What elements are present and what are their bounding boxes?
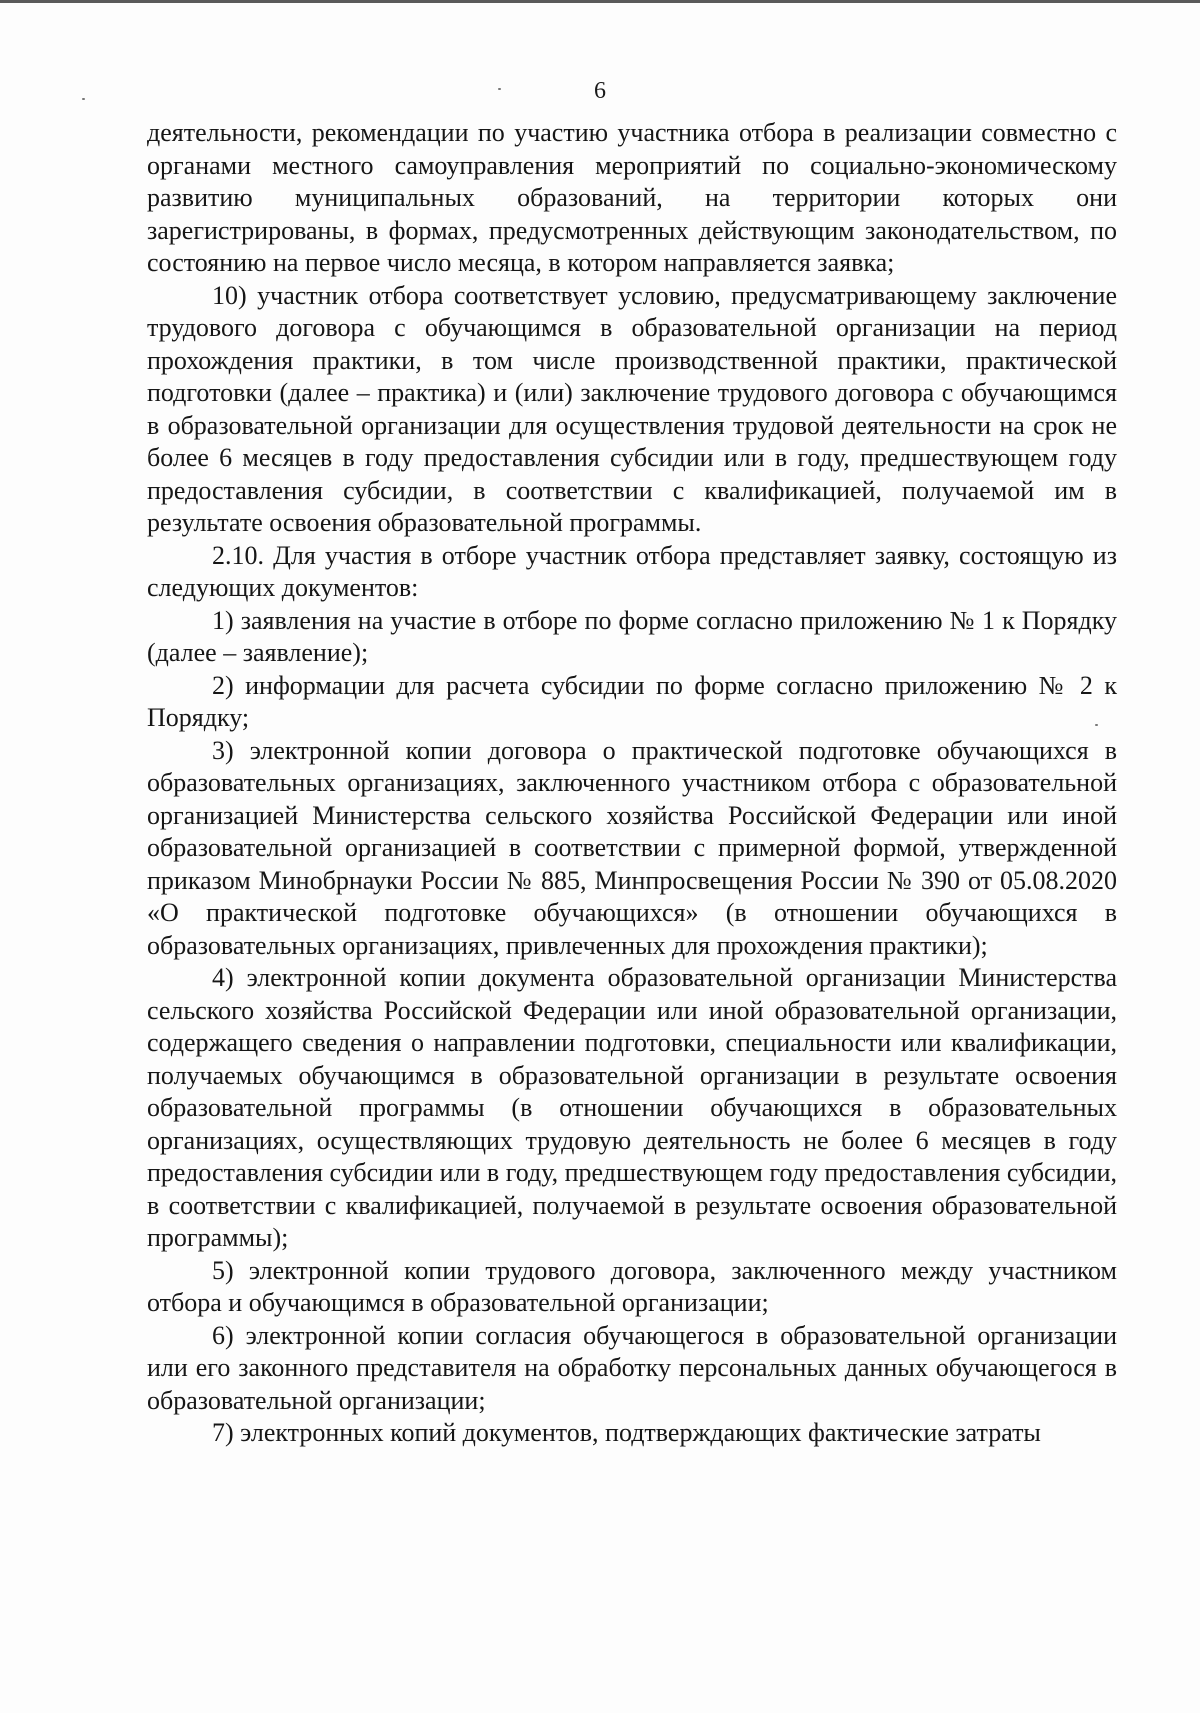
paragraph-doc-6: 6) электронной копии согласия обучающегося в образовательной организации или его законного представителя на обработку персональных данных обучающегося в образовательной организации; <box>147 1320 1117 1415</box>
paragraph-section-2-10: 2.10. Для участия в отборе участник отбора представляет заявку, состоящую из следующих документов: <box>147 540 1117 602</box>
paragraph-doc-2: 2) информации для расчета субсидии по форме согласно приложению № 2 к Порядку; <box>147 670 1117 732</box>
paragraph-item-10: 10) участник отбора соответствует условию, предусматривающему заключение трудового договора с обучающимся в образовательной организации на период прохождения практики, в том числе производственной практики, практической подготовки (далее – практика) и (или) заключение трудового договора с обучающимся в образовательной организации для осуществления трудовой деятельности на срок не более 6 месяцев в году предоставления субсидии или в году, предшествующем году предоставления субсидии, в соответствии с квалификацией, получаемой им в результате освоения образовательной программы. <box>147 280 1117 537</box>
paragraph-doc-3: 3) электронной копии договора о практической подготовке обучающихся в образовательных организациях, заключенного участником отбора с образовательной организацией Министерства сельского хозяйства Российской Федерации или иной образовательной организацией в соответствии с примерной формой, утвержденной приказом Минобрнауки России № 885, Минпросвещения России № 390 от 05.08.2020 «О практической подготовке обучающихся» (в отношении обучающихся в образовательных организациях, привлеченных для прохождения практики); <box>147 735 1117 960</box>
scan-top-edge <box>0 0 1200 3</box>
page-number: 6 <box>594 78 606 104</box>
paragraph-continuation: деятельности, рекомендации по участию участника отбора в реализации совместно с органами местного самоуправления мероприятий по социально-экономическому развитию муниципальных образований, на территории которых они зарегистрированы, в формах, предусмотренных действующим законодательством, по состоянию на первое число месяца, в котором направляется заявка; <box>147 118 1117 277</box>
paragraph-doc-7: 7) электронных копий документов, подтверждающих фактические затраты <box>212 1418 1041 1447</box>
paragraph-doc-4: 4) электронной копии документа образовательной организации Министерства сельского хозяйства Российской Федерации или иной образовательной организации, содержащего сведения о направлении подготовки, специальности или квалификации, получаемых обучающимся в образовательной организации в результате освоения образовательной программы (в отношении обучающихся в образовательных организациях, осуществляющих трудовую деятельность не более 6 месяцев в году предоставления субсидии или в году, предшествующем году предоставления субсидии, в соответствии с квалификацией, получаемой в результате освоения образовательной программы); <box>147 963 1117 1252</box>
paragraph-doc-5: 5) электронной копии трудового договора, заключенного между участником отбора и обучающимся в образовательной организации; <box>147 1255 1117 1317</box>
paragraph-doc-1: 1) заявления на участие в отборе по форме согласно приложению № 1 к Порядку (далее – заявление); <box>147 605 1117 667</box>
document-body <box>147 117 1117 1450</box>
